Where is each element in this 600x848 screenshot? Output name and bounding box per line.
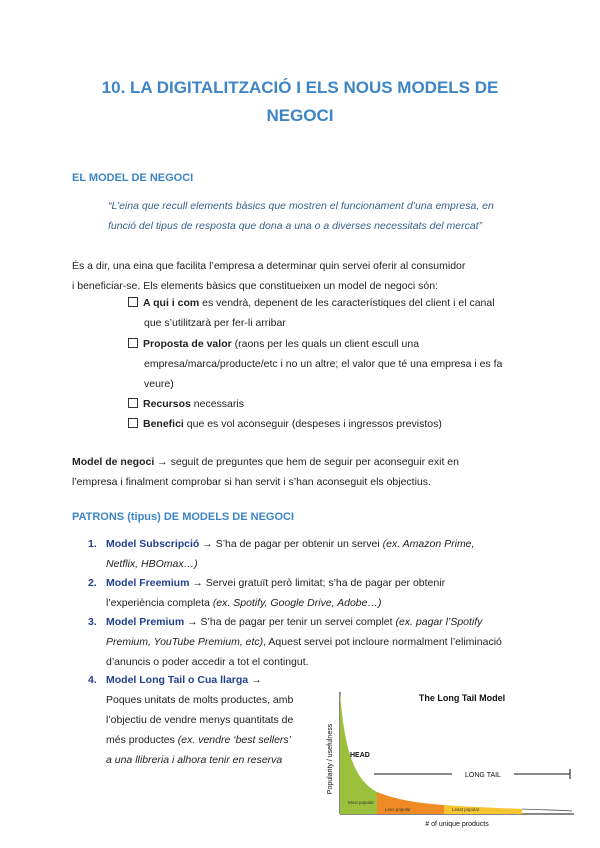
element-label: Recursos bbox=[143, 398, 191, 410]
checkbox-icon bbox=[128, 297, 138, 307]
long-tail-label: LONG TAIL bbox=[465, 772, 501, 779]
checkbox-icon bbox=[128, 338, 138, 348]
segment-label-1: Most popular bbox=[348, 800, 375, 805]
intro-line-1: És a dir, una eina que facilita l’empresa a determinar quin servei oferir al consumidor bbox=[72, 260, 466, 272]
element-label: Proposta de valor bbox=[143, 338, 232, 350]
chart-xlabel: # of unique products bbox=[425, 821, 489, 828]
long-tail-chart bbox=[322, 684, 578, 834]
element-item-4: Benefici que es vol aconseguir (despeses i ingressos previstos) bbox=[128, 414, 528, 434]
pattern-label: Model Premium bbox=[106, 616, 185, 628]
chart-title: The Long Tail Model bbox=[418, 693, 506, 703]
pattern-item-2: 2. Model Freemium → Servei gratuït però limitat; s’ha de pagar per obtenir l’experiència completa (ex. Spotify, Google Drive, Adobe…) bbox=[88, 577, 446, 609]
element-label: Benefici bbox=[143, 418, 184, 430]
quote-line-1: “L’eina que recull elements bàsics que mostren el funcionament d’una empresa, en bbox=[108, 200, 494, 212]
element-item-3: Recursos necessaris bbox=[128, 394, 528, 414]
quote-line-2: funció del tipus de resposta que dona a una o a diverses necessitats del mercat” bbox=[108, 220, 483, 232]
intro-line-2: i beneficiar-se. Els elements bàsics que constitueixen un model de negoci són: bbox=[72, 280, 438, 292]
pattern-label: Model Long Tail o Cua llarga bbox=[106, 674, 249, 686]
title-line-1: 10. LA DIGITALITZACIÓ I ELS NOUS MODELS DE bbox=[101, 78, 499, 97]
checkbox-icon bbox=[128, 418, 138, 428]
pattern-label: Model Subscripció bbox=[106, 538, 200, 550]
definition-label: Model de negoci bbox=[72, 456, 155, 468]
segment-label-2: Less popular bbox=[385, 807, 411, 812]
tail-curve bbox=[522, 809, 572, 811]
chart-ylabel: Popularity / usefulness bbox=[327, 723, 334, 795]
element-label: A qui i com bbox=[143, 297, 200, 309]
title-line-2: NEGOCI bbox=[266, 106, 334, 125]
page-title bbox=[60, 74, 540, 130]
pattern-item-3: 3. Model Premium → S’ha de pagar per tenir un servei complet (ex. pagar l’Spotify Premium, YouTube Premium, etc), Aquest servei pot incloure normalment l’eliminació d’anuncis o poder accedir a tot el contingut. bbox=[88, 616, 502, 668]
pattern-item-4: 4. Model Long Tail o Cua llarga → Poques unitats de molts productes, amb l’objectiu de vendre menys quantitats de més productes (ex. vendre ‘best sellers’ a una llibreria i alhora tenir en reserva bbox=[88, 674, 294, 766]
definition-quote bbox=[108, 196, 528, 236]
section-heading-model: EL MODEL DE NEGOCI bbox=[72, 172, 194, 184]
segment-label-3: Least popular bbox=[452, 807, 480, 812]
head-label: HEAD bbox=[350, 752, 370, 759]
model-definition: Model de negoci → seguit de preguntes que hem de seguir per aconseguir exit en l’empresa i finalment comprobar si han servit i s’han aconseguit els objectius. bbox=[72, 456, 459, 488]
checkbox-icon bbox=[128, 398, 138, 408]
element-item-1: A qui i com es vendrà, depenent de les característiques del client i el canal que s’utilitzarà per fer-li arribar bbox=[128, 293, 528, 333]
pattern-item-1: 1. Model Subscripció → S’ha de pagar per obtenir un servei (ex. Amazon Prime, Netflix, HBOmax…) bbox=[88, 538, 475, 570]
section-heading-patterns: PATRONS (tipus) DE MODELS DE NEGOCI bbox=[72, 511, 295, 523]
element-item-2: Proposta de valor (raons per les quals un client escull una empresa/marca/producte/etc i no un altre; el valor que té una empresa i es fa veure) bbox=[128, 334, 528, 394]
intro-paragraph bbox=[72, 256, 528, 296]
pattern-label: Model Freemium bbox=[106, 577, 190, 589]
